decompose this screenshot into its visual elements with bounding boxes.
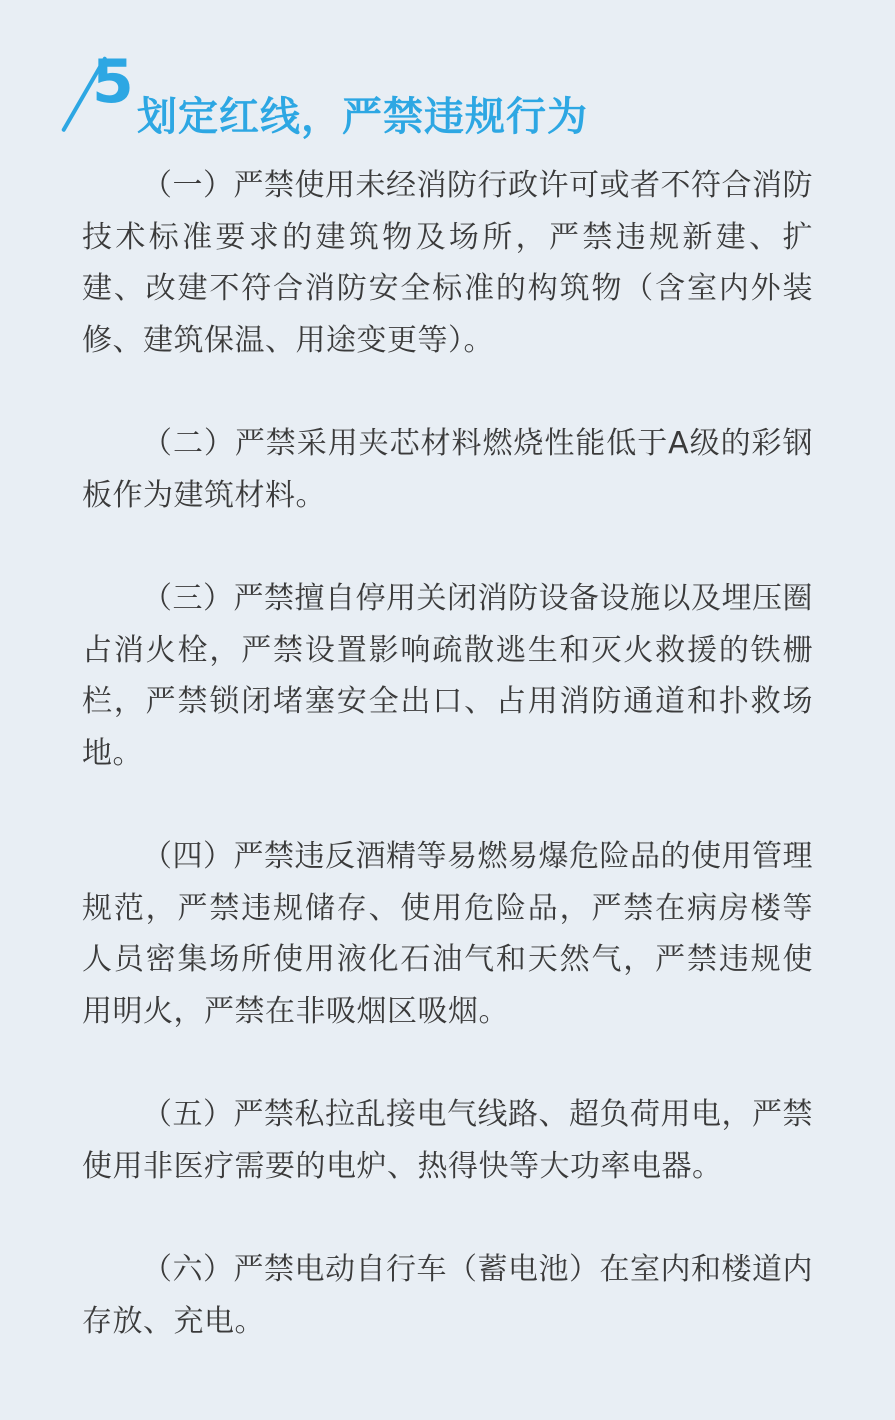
paragraph-gap — [82, 521, 813, 573]
rule-paragraph-5: （五）严禁私拉乱接电气线路、超负荷用电，严禁使用非医疗需要的电炉、热得快等大功率电器。 — [82, 1097, 813, 1184]
paragraph-gap — [82, 779, 813, 831]
rule-paragraph-1: （一）严禁使用未经消防行政许可或者不符合消防技术标准要求的建筑物及场所，严禁违规新建、扩建、改建不符合消防安全标准的构筑物（含室内外装修、建筑保温、用途变更等）。 — [82, 168, 813, 358]
section-heading — [82, 0, 813, 160]
paragraph-gap — [82, 366, 813, 418]
paragraph-gap — [82, 1037, 813, 1089]
section-number: 5 — [92, 47, 134, 117]
rule-paragraph-6: （六）严禁电动自行车（蓄电池）在室内和楼道内存放、充电。 — [82, 1252, 813, 1339]
section-title: 划定红线，严禁违规行为 — [137, 94, 588, 140]
rule-paragraph-3: （三）严禁擅自停用关闭消防设备设施以及埋压圈占消火栓，严禁设置影响疏散逃生和灭火救援的铁栅栏，严禁锁闭堵塞安全出口、占用消防通道和扑救场地。 — [82, 581, 813, 771]
rule-paragraph-2: （二）严禁采用夹芯材料燃烧性能低于A级的彩钢板作为建筑材料。 — [82, 426, 813, 513]
rule-paragraph-4: （四）严禁违反酒精等易燃易爆危险品的使用管理规范，严禁违规储存、使用危险品，严禁在病房楼等人员密集场所使用液化石油气和天然气，严禁违规使用明火，严禁在非吸烟区吸烟。 — [82, 839, 813, 1029]
paragraph-gap — [82, 1192, 813, 1244]
